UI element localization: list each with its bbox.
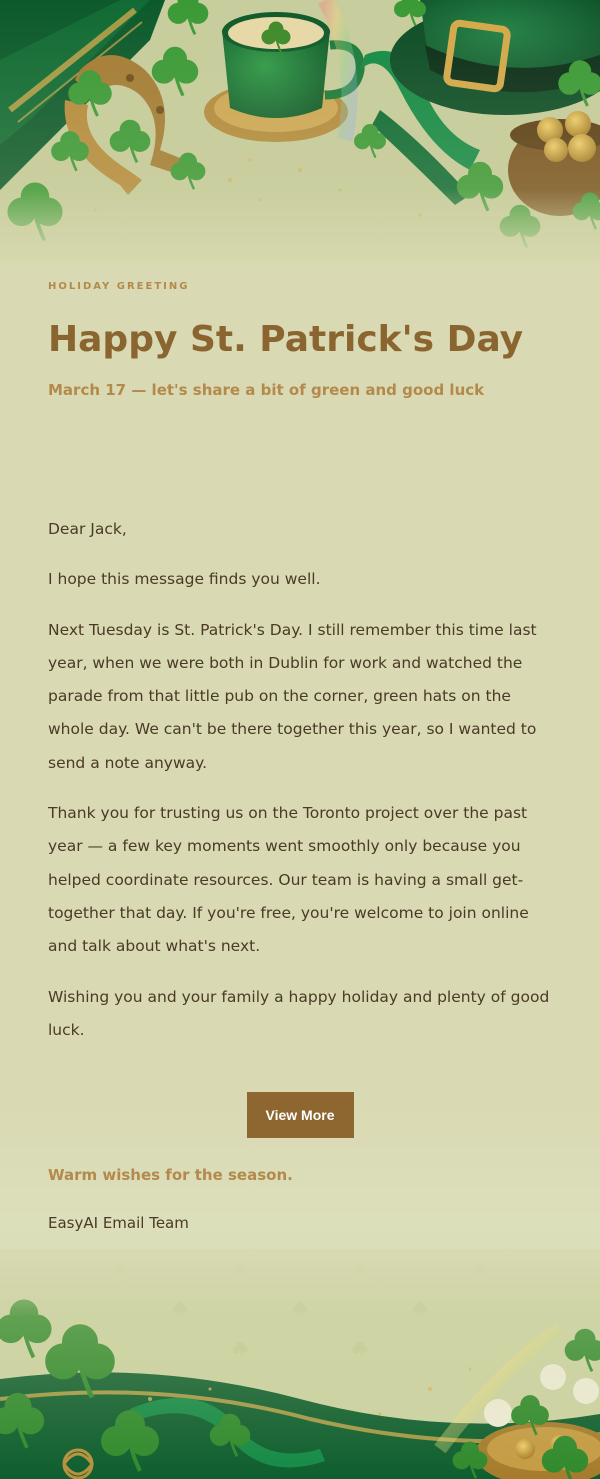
- cta-container: [48, 1092, 552, 1138]
- signature: EasyAI Email Team: [48, 1214, 189, 1232]
- email-body: [48, 513, 552, 1064]
- eyebrow-label: HOLIDAY GREETING: [48, 281, 190, 292]
- body-paragraph: Thank you for trusting us on the Toronto project over the past year — a few key moments went smoothly only because you helped coordinate resources. Our team is having a small get-together that day. If you're free, you're welcome to join online and talk about what's next.: [48, 804, 529, 956]
- view-more-button[interactable]: View More: [247, 1092, 354, 1138]
- body-paragraph: Next Tuesday is St. Patrick's Day. I still remember this time last year, when we were both in Dublin for work and watched the parade from that little pub on the corner, green hats on the whole day. We can't be there together this year, so I wanted to send a note anyway.: [48, 620, 537, 772]
- page-title: Happy St. Patrick's Day: [48, 319, 524, 360]
- greeting: Dear Jack,: [48, 520, 127, 538]
- hero-illustration: [0, 0, 600, 262]
- footer-illustration: [0, 1249, 600, 1479]
- body-paragraph: I hope this message finds you well.: [48, 570, 321, 589]
- subtitle: March 17 — let's share a bit of green and good luck: [48, 381, 485, 399]
- body-paragraph: Wishing you and your family a happy holiday and plenty of good luck.: [48, 987, 550, 1039]
- closing-line: Warm wishes for the season.: [48, 1166, 293, 1184]
